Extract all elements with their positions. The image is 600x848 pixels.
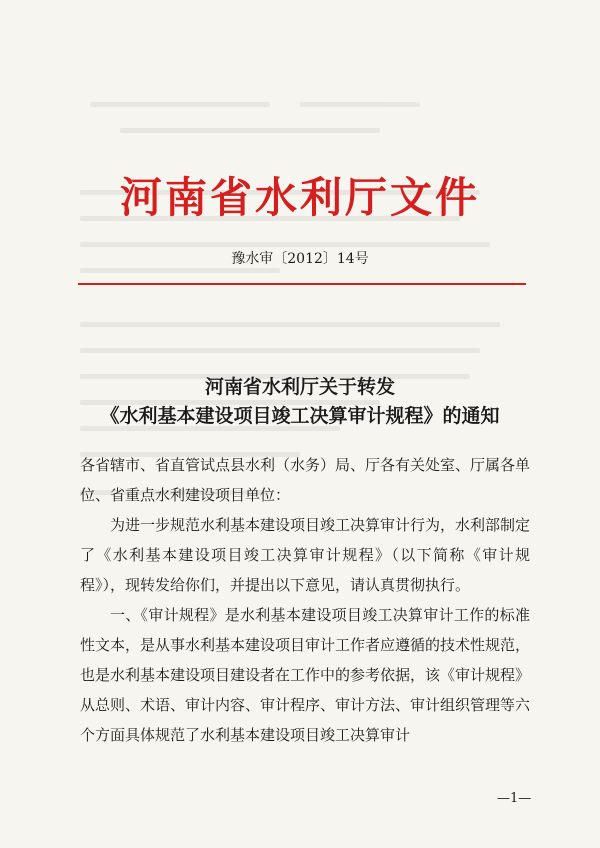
document-body [80,450,530,750]
page-number: —1— [497,791,532,806]
notice-title-line-1: 河南省水利厅关于转发 [204,376,395,398]
document-number: 豫水审〔2012〕14号 [231,251,369,267]
reverse-side-bleed-through [60,90,530,510]
issuing-agency-title: 河南省水利厅文件 [119,173,480,222]
body-paragraph-1: 为进一步规范水利基本建设项目竣工决算审计行为，水利部制定了《水利基本建设项目竣工决算审计规程》（以下简称《审计规程》），现转发给你们，并提出以下意见，请认真贯彻执行。 [80,516,531,594]
body-paragraph-2: 一、《审计规程》是水利基本建设项目竣工决算审计工作的标准性文本，是从事水利基本建设项目审计工作者应遵循的技术性规范，也是水利基本建设项目建设者在工作中的参考依据，该《审计规程》从总则、术语、审计内容、审计程序、审计方法、审计组织管理等六个方面具体规范了水利基本建设项目竣工决算审计 [80,606,531,744]
red-header-rule [78,283,526,285]
notice-title-line-2: 《水利基本建设项目竣工决算审计规程》的通知 [100,405,500,427]
addressee-line: 各省辖市、省直管试点县水利（水务）局、厅各有关处室、厅属各单位、省重点水利建设项目单位： [80,456,531,504]
